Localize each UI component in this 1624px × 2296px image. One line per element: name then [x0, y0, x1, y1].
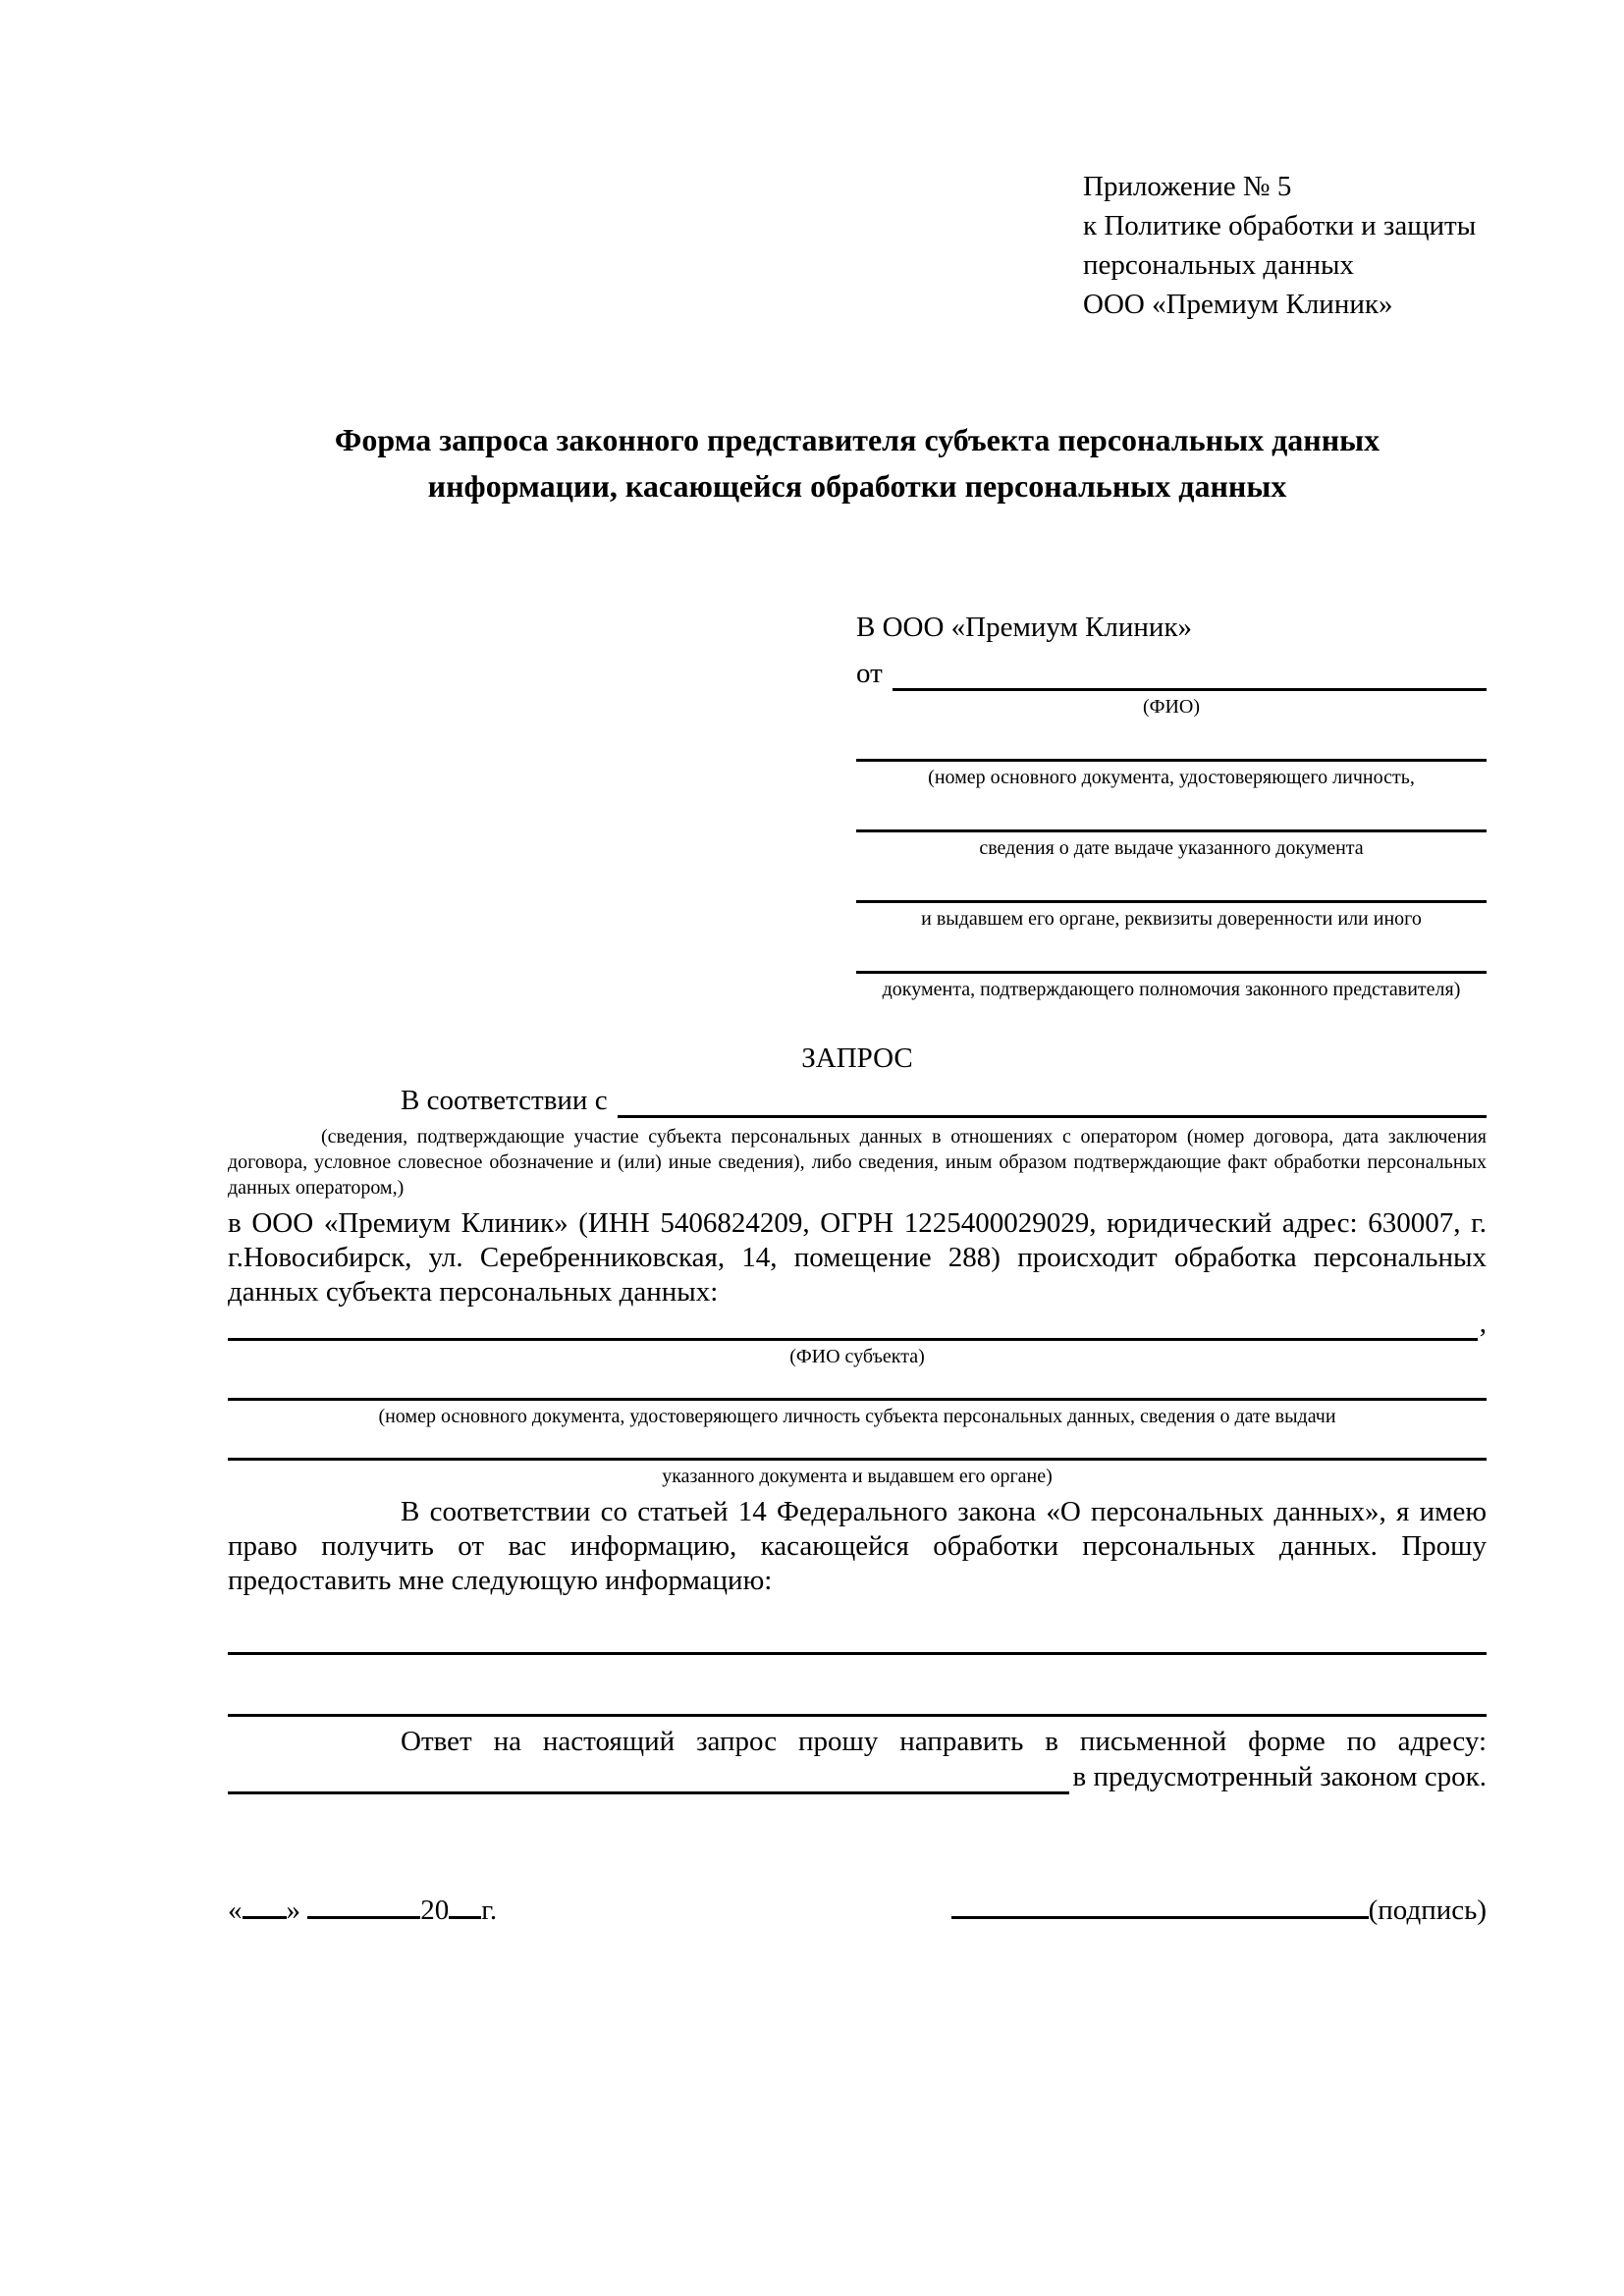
- signature-blank-line: [951, 1888, 1369, 1919]
- intro-label: В соответствии с: [401, 1085, 608, 1116]
- signature-area: [951, 1888, 1487, 1928]
- date-line: [228, 1888, 497, 1928]
- annex-line: ООО «Премиум Клиник»: [1083, 289, 1393, 320]
- request-heading: ЗАПРОС: [801, 1042, 913, 1074]
- intro-row: [228, 1081, 1487, 1118]
- subject-doc-caption-2: указанного документа и выдавшем его органе): [662, 1466, 1053, 1487]
- year-prefix: 20: [420, 1895, 450, 1926]
- from-label: от: [856, 658, 883, 689]
- doc-blank-line: [856, 932, 1487, 974]
- doc-caption: и выдавшем его органе, реквизиты доверенности или иного: [921, 908, 1422, 930]
- day-blank-line: [243, 1888, 287, 1919]
- subject-doc-blank-line-1: [228, 1388, 1487, 1401]
- title-line-2: информации, касающейся обработки персональных данных: [427, 468, 1287, 504]
- date-quote-open: «: [228, 1895, 243, 1926]
- doc-caption: (номер основного документа, удостоверяющего личность,: [928, 767, 1415, 788]
- annex-line: персональных данных: [1083, 249, 1355, 281]
- operator-paragraph: в ООО «Премиум Клиник» (ИНН 5406824209, ОГРН 1225400029029, юридический адрес: 630007, г. г.Новосибирск, ул. Серебренниковская, 14, помещение 288) происходит обработка персональных данных субъекта персональных данных:: [228, 1207, 1487, 1308]
- info-blank-line-1: [228, 1598, 1487, 1655]
- doc-caption: сведения о дате выдаче указанного документа: [979, 837, 1364, 859]
- subject-fio-row: [228, 1309, 1487, 1341]
- answer-suffix: в предусмотренный законом срок.: [1072, 1761, 1487, 1792]
- subject-doc-row-2: [228, 1429, 1487, 1461]
- signature-caption: (подпись): [1368, 1895, 1487, 1926]
- law-paragraph: В соответствии со статьей 14 Федерального закона «О персональных данных», я имею право получить от вас информацию, касающейся обработки персональных данных. Прошу предоставить мне следующую информацию:: [228, 1496, 1487, 1596]
- subject-fio-caption: (ФИО субъекта): [789, 1346, 925, 1367]
- doc-blank-line: [856, 790, 1487, 832]
- fio-caption: (ФИО): [1142, 696, 1200, 718]
- year-suffix: г.: [481, 1895, 498, 1926]
- title-line-1: Форма запроса законного представителя субъекта персональных данных: [334, 422, 1380, 457]
- subject-fio-blank-line: [228, 1328, 1478, 1341]
- subject-comma: ,: [1479, 1308, 1487, 1339]
- intro-blank-line: [618, 1105, 1487, 1118]
- doc-caption: документа, подтверждающего полномочия законного представителя): [882, 979, 1461, 1000]
- doc-blank-line: [856, 720, 1487, 762]
- annex-line: Приложение № 5: [1083, 171, 1292, 202]
- address-row: [228, 1759, 1487, 1794]
- annex-block: [1083, 167, 1487, 324]
- intro-caption: (сведения, подтверждающие участие субъекта персональных данных в отношениях с оператором (номер договора, дата заключения договора, условное словесное обозначение и (или) иные сведения), либо сведения, иным образом подтверждающие факт обработки персональных данных оператором,): [228, 1126, 1487, 1199]
- year-blank-line: [449, 1888, 481, 1919]
- fio-blank-line: [893, 678, 1487, 691]
- info-blank-line-2: [228, 1655, 1487, 1717]
- addressee-organization: В ООО «Премиум Клиник»: [856, 612, 1193, 643]
- answer-sentence: Ответ на настоящий запрос прошу направить в письменной форме по адресу:: [401, 1726, 1487, 1757]
- date-quote-close: »: [286, 1895, 300, 1926]
- from-row: [856, 647, 1487, 691]
- subject-doc-blank-line-2: [228, 1448, 1487, 1461]
- doc-blank-line: [856, 861, 1487, 903]
- subject-doc-row-1: [228, 1369, 1487, 1401]
- form-title: [228, 417, 1487, 509]
- subject-doc-caption-1: (номер основного документа, удостоверяющего личность субъекта персональных данных, сведения о дате выдачи: [378, 1406, 1336, 1427]
- address-blank-line: [228, 1782, 1069, 1794]
- addressee-block: [856, 608, 1487, 1002]
- month-blank-line: [307, 1888, 420, 1919]
- signature-row: [228, 1888, 1487, 1928]
- annex-line: к Политике обработки и защиты: [1083, 210, 1477, 241]
